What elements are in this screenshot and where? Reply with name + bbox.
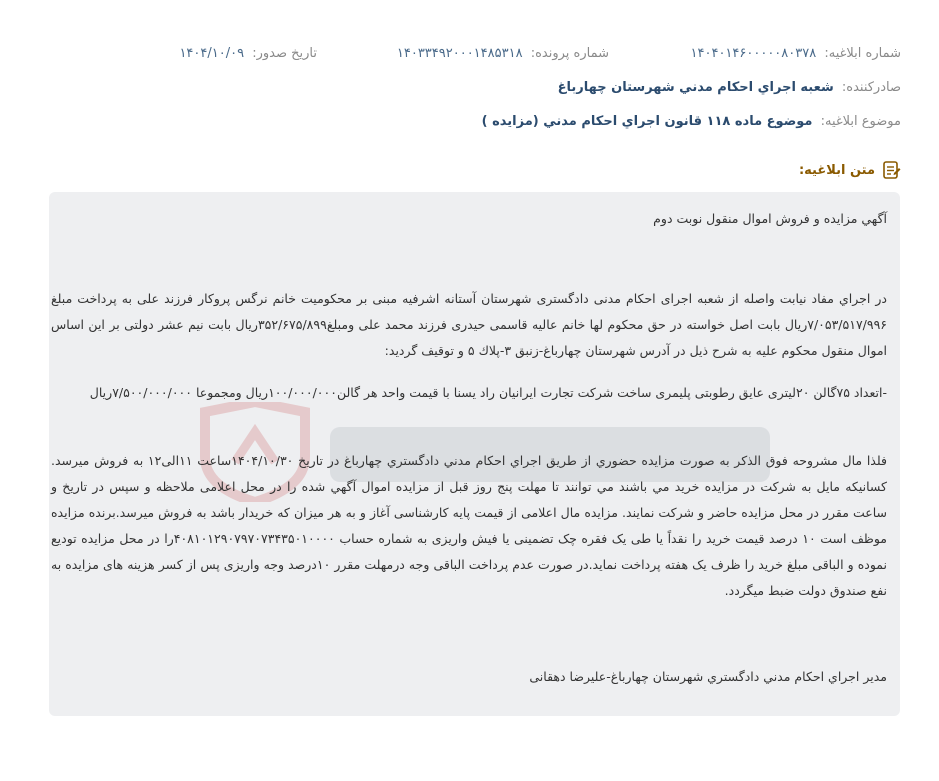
notice-text-heading bbox=[799, 160, 901, 180]
notice-signature: مدير اجراي احكام مدني دادگستري شهرستان چهارباغ-عليرضا دهقانى bbox=[529, 669, 887, 684]
issue-date-value: ۱۴۰۴/۱۰/۰۹ bbox=[179, 46, 245, 61]
subject-label: موضوع ابلاغيه: bbox=[820, 114, 901, 129]
case-number bbox=[397, 46, 609, 61]
issuer-value: شعبه اجراي احکام مدني شهرستان چهارباغ bbox=[557, 80, 834, 95]
notification-number bbox=[691, 46, 901, 61]
notice-title: آگهي مزايده و فروش اموال منقول نوبت دوم bbox=[653, 211, 887, 226]
case-number-label: شماره پرونده: bbox=[530, 46, 609, 61]
notice-items-paragraph: -اتعداد ۷۵گالن ۲۰ليترى عايق رطوبتى پليمرى ساخت شركت تجارت ايرانيان راد يسنا با قيمت واحد هر گالن۱۰۰/۰۰۰/۰۰۰ريال ومجموعا ۷/۵۰۰/۰۰۰/۰۰۰ريال bbox=[89, 385, 887, 400]
issuer-label: صادرکننده: bbox=[841, 80, 901, 95]
notification-number-value: ۱۴۰۴۰۱۴۶۰۰۰۰۰۸۰۳۷۸ bbox=[690, 46, 817, 61]
notice-intro-paragraph: در اجراي مفاد نيابت واصله از شعبه اجراى احكام مدنى دادگسترى شهرستان آستانه اشرفيه مبنى بر محكوميت خانم نرگس پروكار فرزند على به پرداخت مبلغ ۷/۰۵۳/۵۱۷/۹۹۶ريال بابت اصل خواسته در حق محكوم لها خانم عاليه قاسمى حيدرى فرزند محمد على ومبلغ۳۵۲/۶۷۵/۸۹۹ريال بابت نيم عشر دولتى بر اين اساس اموال منقول محكوم عليه به شرح ذيل در آدرس شهرستان چهارباغ-زنبق ۳-پلاك ۵ و توقيف گرديد: bbox=[51, 291, 888, 358]
notice-document-icon bbox=[881, 160, 901, 180]
case-number-value: ۱۴۰۳۳۴۹۲۰۰۰۱۴۸۵۳۱۸ bbox=[396, 46, 523, 61]
issuer bbox=[558, 80, 901, 95]
subject-value: موضوع ماده ۱۱۸ قانون اجراي احکام مدني (مزايده ) bbox=[481, 114, 813, 129]
issue-date bbox=[179, 46, 317, 61]
notice-terms-paragraph: فلذا مال مشروحه فوق الذكر به صورت مزايده حضوري از طريق اجراي احكام مدني دادگستري چهارباغ در تاريخ ۱۴۰۴/۱۰/۳۰ساعت ۱۱الى۱۲ به فروش ميرسد. كسانيكه مايل به شركت در مزايده خريد مي باشند مي توانند تا مهلت پنج روز قبل از مزايده اموال آگهي شده را در محل اعلامى ملاحظه و سپس در تاريخ و ساعت مقرر در محل مزايده حاضر و شركت نمايند. مزايده مال اعلامى از قيمت پايه كارشناسى آغاز و به هر ميزان كه خريدار باشد به فروش ميرسد.برنده مزايده موظف است ۱۰ درصد قيمت خريد را نقداً يا طى يک فقره چک تضمينى يا فيش واريزى به شماره حساب ۴۰۸۱۰۱۲۹۰۷۹۷۰۷۳۴۳۵۰۱۰۰۰۰را در محل مزايده توديع نموده و الباقى مبلغ خريد را ظرف يک هفته پرداخت نمايد.در صورت عدم پرداخت الباقى وجه درمهلت مقرر ۱۰درصد وجه واريزى پس از كسر هزينه هاى مزايده به نفع صندوق دولت ضبط ميگردد. bbox=[51, 453, 887, 598]
subject bbox=[482, 114, 901, 129]
notice-text-title: متن ابلاغيه: bbox=[798, 162, 875, 178]
issue-date-label: تاريخ صدور: bbox=[252, 46, 317, 61]
notification-number-label: شماره ابلاغيه: bbox=[824, 46, 901, 61]
